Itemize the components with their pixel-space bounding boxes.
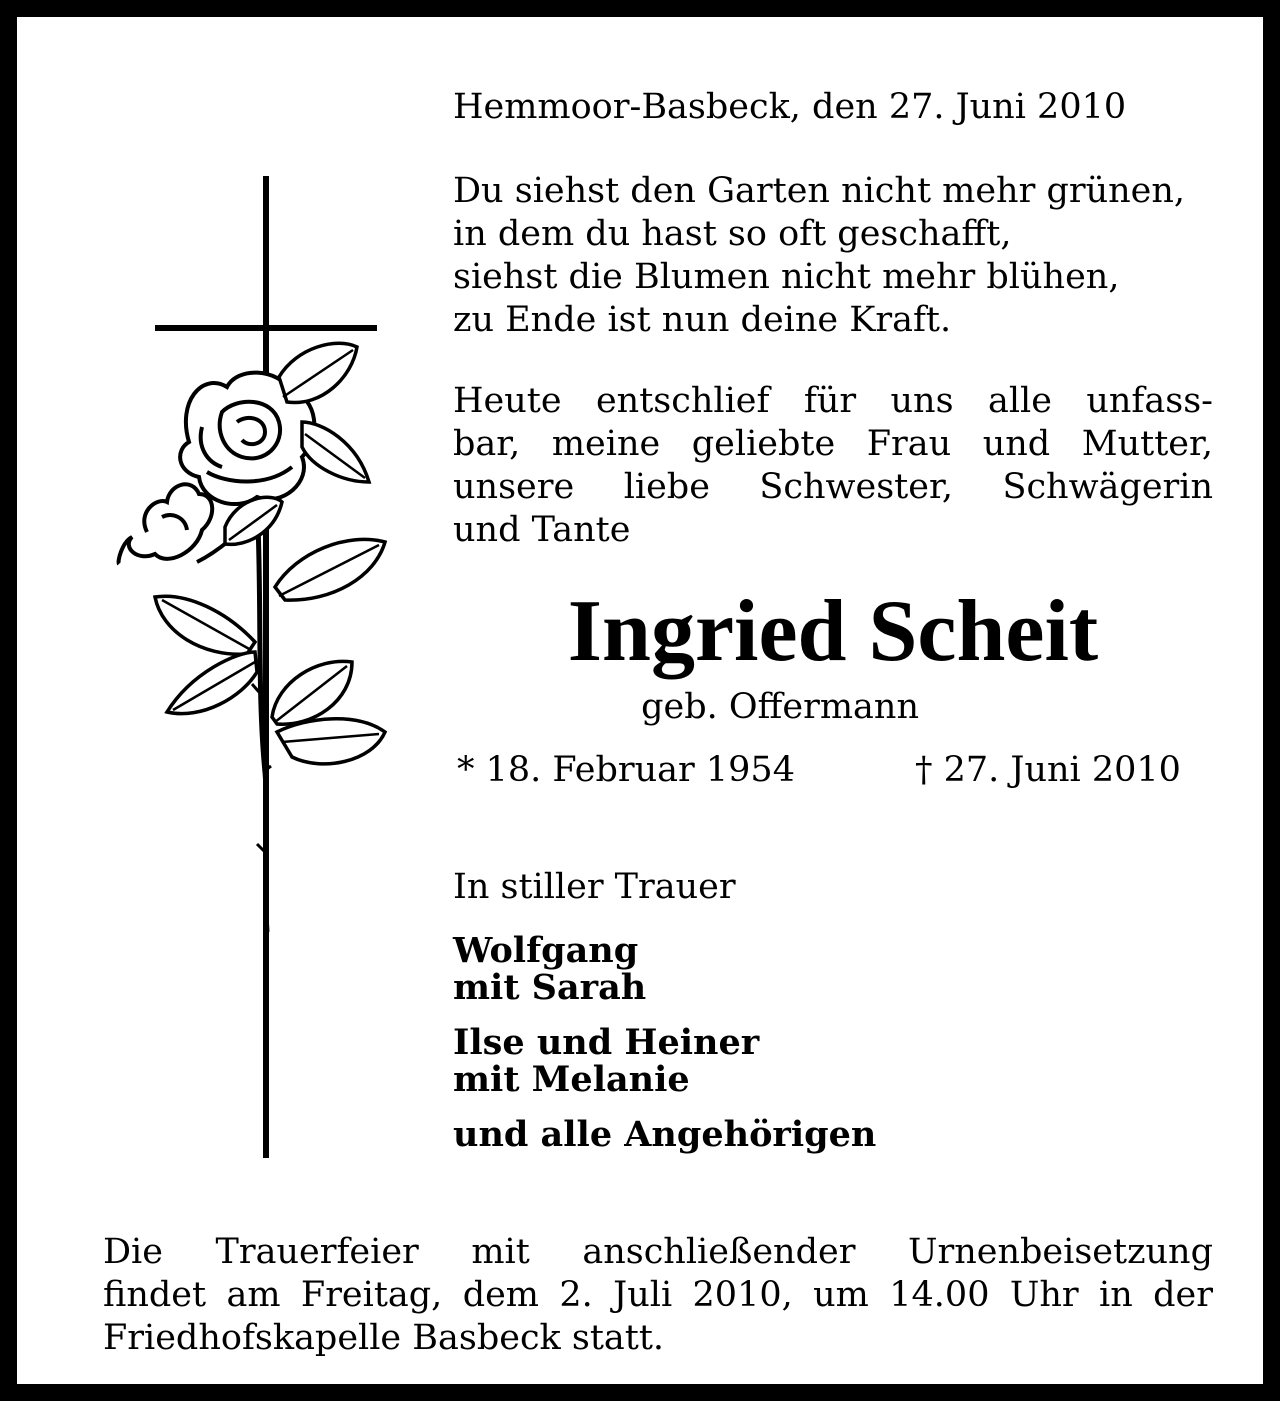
death-announcement <box>453 380 1213 552</box>
mourner-group <box>453 932 876 1006</box>
announcement-line: und Tante <box>453 510 631 550</box>
service-line: findet am Freitag, dem 2. Juli 2010, um 14.00 Uhr in der <box>103 1275 1213 1315</box>
place-and-date: Hemmoor-Basbeck, den 27. Juni 2010 <box>453 87 1127 127</box>
mourners-list <box>453 932 876 1171</box>
memorial-verse <box>453 170 1185 342</box>
verse-line: siehst die Blumen nicht mehr blühen, <box>453 257 1120 297</box>
announcement-line: unsere liebe Schwester, Schwägerin <box>453 467 1213 507</box>
mourner-name: und alle Angehörigen <box>453 1114 877 1155</box>
cross-with-rose-icon <box>107 172 397 1162</box>
mourning-intro: In stiller Trauer <box>453 867 736 907</box>
service-line: Friedhofskapelle Basbeck statt. <box>103 1318 665 1358</box>
verse-line: in dem du hast so oft geschafft, <box>453 214 1012 254</box>
verse-line: Du siehst den Garten nicht mehr grünen, <box>453 171 1186 211</box>
announcement-line: Heute entschlief für uns alle unfass- <box>453 381 1213 421</box>
mourner-name: Wolfgang <box>453 930 639 971</box>
mourner-group <box>453 1116 876 1153</box>
deceased-name: Ingried Scheit <box>567 583 1099 680</box>
mourner-name: mit Sarah <box>453 967 647 1008</box>
mourner-name: mit Melanie <box>453 1059 690 1100</box>
death-date: † 27. Juni 2010 <box>915 750 1181 790</box>
service-line: Die Trauerfeier mit anschließender Urnenbeisetzung <box>103 1232 1213 1272</box>
birth-date: * 18. Februar 1954 <box>457 750 795 790</box>
mourner-group <box>453 1024 876 1098</box>
funeral-service-info <box>103 1231 1213 1360</box>
announcement-line: bar, meine geliebte Frau und Mutter, <box>453 424 1213 464</box>
verse-line: zu Ende ist nun deine Kraft. <box>453 300 952 340</box>
maiden-name: geb. Offermann <box>641 687 919 727</box>
mourner-name: Ilse und Heiner <box>453 1022 760 1063</box>
